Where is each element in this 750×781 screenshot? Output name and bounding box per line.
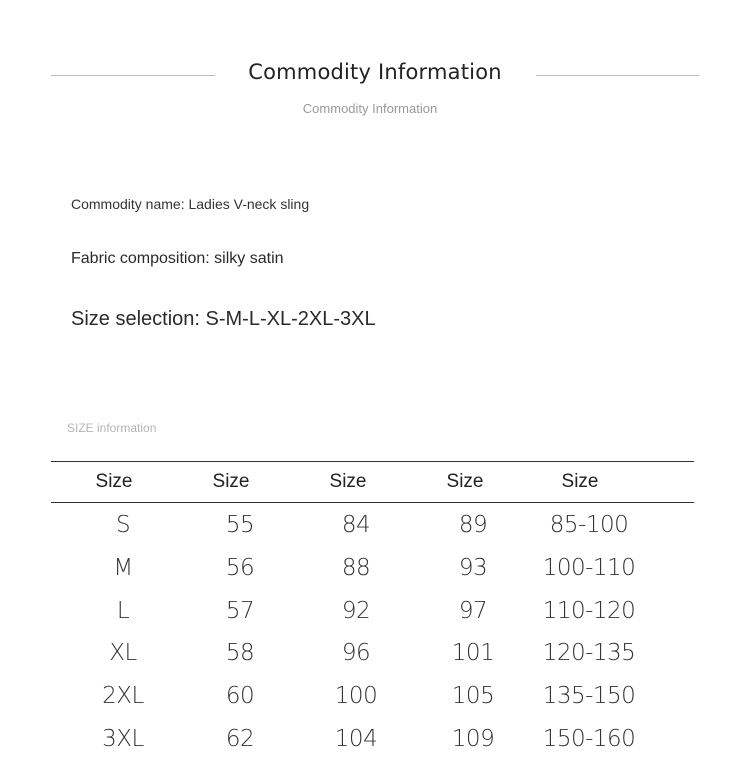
table-top-rule [51, 461, 694, 462]
table-cell: 56 [225, 554, 255, 581]
table-cell: 104 [334, 725, 378, 752]
column-header: Size [446, 471, 484, 492]
table-cell: 89 [458, 512, 488, 538]
commodity-name: Commodity name: Ladies V-neck sling [71, 196, 310, 212]
table-row [0, 598, 750, 641]
fabric-composition: Fabric composition: silky satin [71, 250, 284, 267]
table-cell: 92 [341, 597, 371, 624]
table-cell: L [116, 597, 130, 624]
table-cell: 100 [334, 683, 378, 710]
size-table-header [0, 471, 750, 495]
table-cell: 60 [225, 683, 255, 710]
title-divider-right [536, 75, 699, 76]
column-header: Size [561, 471, 599, 492]
table-cell: XL [109, 640, 137, 667]
column-header: Size [95, 471, 133, 492]
table-row [0, 726, 750, 769]
table-cell: 150-160 [542, 725, 636, 752]
table-cell: 2XL [102, 683, 144, 710]
table-cell: 110-120 [542, 597, 636, 624]
size-table-caption: SIZE information [67, 421, 157, 435]
table-cell: 105 [451, 683, 495, 710]
table-cell: 3XL [102, 725, 144, 752]
table-cell: 57 [225, 597, 255, 624]
table-cell: M [113, 554, 133, 581]
table-cell: 97 [458, 597, 488, 624]
table-cell: S [115, 512, 131, 538]
title-divider-left [51, 75, 215, 76]
table-cell: 96 [341, 640, 371, 667]
page-title: Commodity Information [248, 60, 502, 84]
table-cell: 109 [451, 725, 495, 752]
table-cell: 85-100 [549, 512, 629, 538]
table-row [0, 640, 750, 683]
table-cell: 100-110 [542, 554, 636, 581]
table-row [0, 555, 750, 598]
table-cell: 58 [225, 640, 255, 667]
table-cell: 120-135 [542, 640, 636, 667]
table-cell: 93 [458, 554, 488, 581]
table-header-rule [51, 502, 694, 503]
table-row [0, 512, 750, 555]
table-cell: 62 [225, 725, 255, 752]
table-row [0, 683, 750, 726]
table-cell: 84 [341, 512, 371, 538]
column-header: Size [212, 471, 250, 492]
table-cell: 55 [225, 512, 255, 538]
size-selection: Size selection: S-M-L-XL-2XL-3XL [71, 308, 376, 330]
table-cell: 88 [341, 554, 371, 581]
size-table-body [0, 512, 750, 769]
page-subtitle: Commodity Information [302, 101, 438, 116]
table-cell: 135-150 [542, 683, 636, 710]
table-cell: 101 [451, 640, 495, 667]
column-header: Size [329, 471, 367, 492]
